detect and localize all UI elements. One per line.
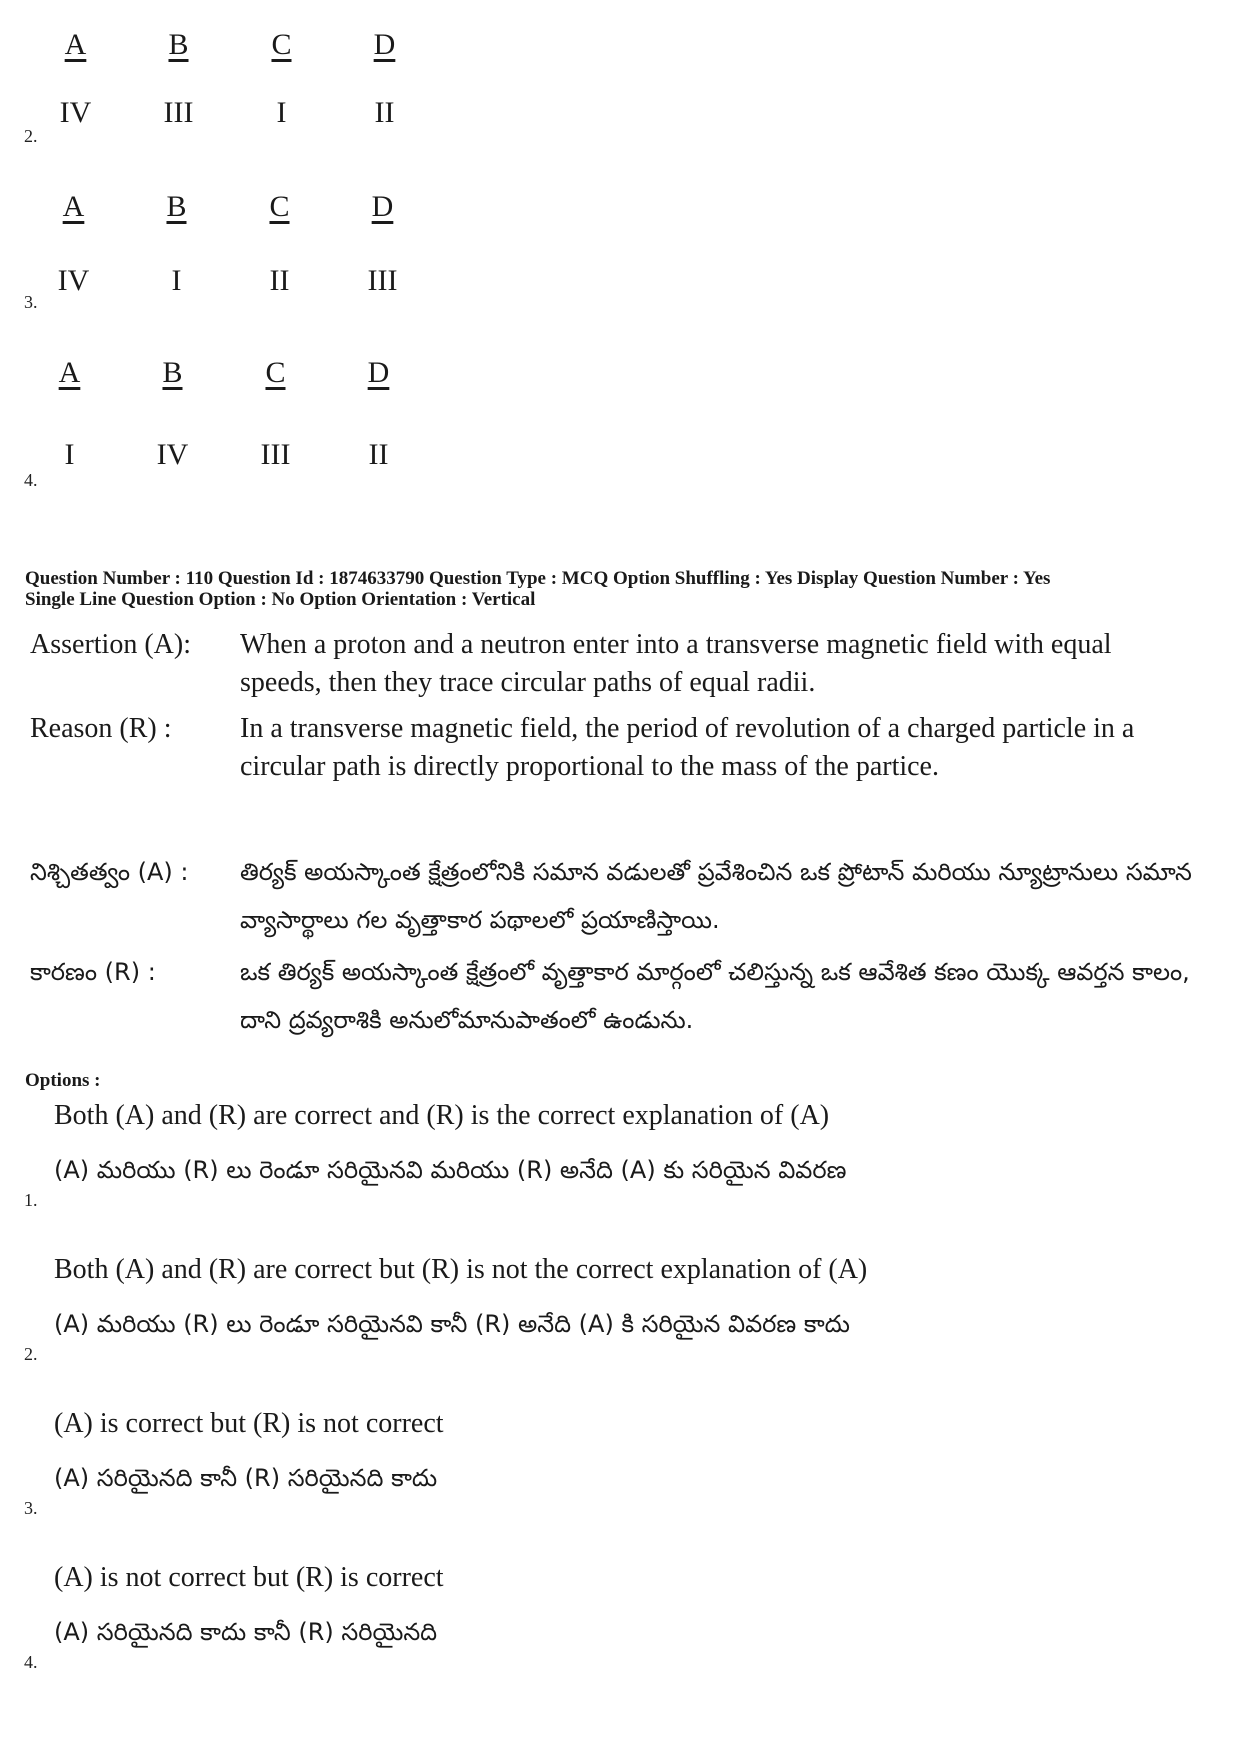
option-number: 4. [24, 470, 38, 490]
assertion-label: Assertion (A): [30, 629, 191, 660]
match-values-row [18, 438, 430, 472]
value-d: II [368, 438, 389, 471]
value-d: II [374, 96, 395, 129]
value-a: IV [57, 264, 90, 297]
option-number: 2. [24, 1344, 38, 1364]
value-d: III [367, 264, 398, 297]
option-text-te: (A) మరియు (R) లు రెండూ సరియైనవి మరియు (R) అనేది (A) కు సరియైన వివరణ [54, 1156, 847, 1184]
value-a: I [64, 438, 75, 471]
header-b: B [168, 28, 189, 61]
option-number: 3. [24, 292, 38, 312]
header-b: B [162, 356, 183, 389]
assertion-en [30, 626, 1210, 706]
header-c: C [269, 190, 290, 223]
value-c: III [260, 438, 291, 471]
match-values-row [24, 96, 436, 130]
option-number: 2. [24, 126, 38, 146]
option-number: 3. [24, 1498, 38, 1518]
option-text-te: (A) మరియు (R) లు రెండూ సరియైనవి కానీ (R) అనేది (A) కి సరియైన వివరణ కాదు [54, 1310, 850, 1338]
header-d: D [371, 190, 394, 223]
match-header-row [22, 190, 434, 224]
reason-text: In a transverse magnetic field, the period of revolution of a charged particle in a circular path is directly proportional to the mass of the partice. [240, 713, 1135, 782]
match-header-row [18, 356, 430, 390]
value-b: III [163, 96, 194, 129]
value-c: I [276, 96, 287, 129]
option-text-en: (A) is correct but (R) is not correct [54, 1408, 444, 1439]
header-b: B [166, 190, 187, 223]
question-meta-line1: Question Number : 110 Question Id : 1874633790 Question Type : MCQ Option Shuffling : Yes Display Question Number : Yes [25, 568, 1051, 589]
reason-en [30, 710, 1210, 790]
header-a: A [64, 28, 87, 61]
value-b: I [171, 264, 182, 297]
option-number: 1. [24, 1190, 38, 1210]
header-a: A [62, 190, 85, 223]
header-c: C [265, 356, 286, 389]
header-d: D [367, 356, 390, 389]
assertion-te [30, 848, 1210, 944]
header-d: D [373, 28, 396, 61]
assertion-te-text: తిర్యక్ అయస్కాంత క్షేత్రంలోనికి సమాన వడులతో ప్రవేశించిన ఒక ప్రోటాన్ మరియు న్యూట్రానులు సమాన వ్యాసార్థాలు గల వృత్తాకార పథాలలో ప్రయాణిస్తాయి. [240, 858, 1192, 934]
reason-te-text: ఒక తిర్యక్ అయస్కాంత క్షేత్రంలో వృత్తాకార మార్గంలో చలిస్తున్న ఒక ఆవేశిత కణం యొక్క ఆవర్తన కాలం, దాని ద్రవ్యరాశికి అనులోమానుపాతంలో ఉండును. [240, 958, 1190, 1034]
option-text-en: Both (A) and (R) are correct but (R) is not the correct explanation of (A) [54, 1254, 868, 1285]
question-meta-line2: Single Line Question Option : No Option Orientation : Vertical [25, 589, 536, 610]
value-b: IV [156, 438, 189, 471]
assertion-te-label: నిశ్చితత్వం (A) : [30, 858, 189, 886]
reason-te-label: కారణం (R) : [30, 958, 156, 986]
header-c: C [271, 28, 292, 61]
option-text-te: (A) సరియైనది కానీ (R) సరియైనది కాదు [54, 1464, 438, 1492]
value-a: IV [59, 96, 92, 129]
header-a: A [58, 356, 81, 389]
option-text-te: (A) సరియైనది కాదు కానీ (R) సరియైనది [54, 1618, 438, 1646]
option-text-en: Both (A) and (R) are correct and (R) is the correct explanation of (A) [54, 1100, 830, 1131]
option-text-en: (A) is not correct but (R) is correct [54, 1562, 444, 1593]
value-c: II [269, 264, 290, 297]
match-header-row [24, 28, 436, 62]
match-values-row [22, 264, 434, 298]
reason-te [30, 948, 1210, 1044]
option-number: 4. [24, 1652, 38, 1672]
reason-label: Reason (R) : [30, 713, 172, 744]
assertion-text: When a proton and a neutron enter into a transverse magnetic field with equal speeds, then they trace circular paths of equal radii. [240, 629, 1112, 698]
options-label: Options : [25, 1070, 101, 1091]
question-meta [25, 568, 1225, 610]
